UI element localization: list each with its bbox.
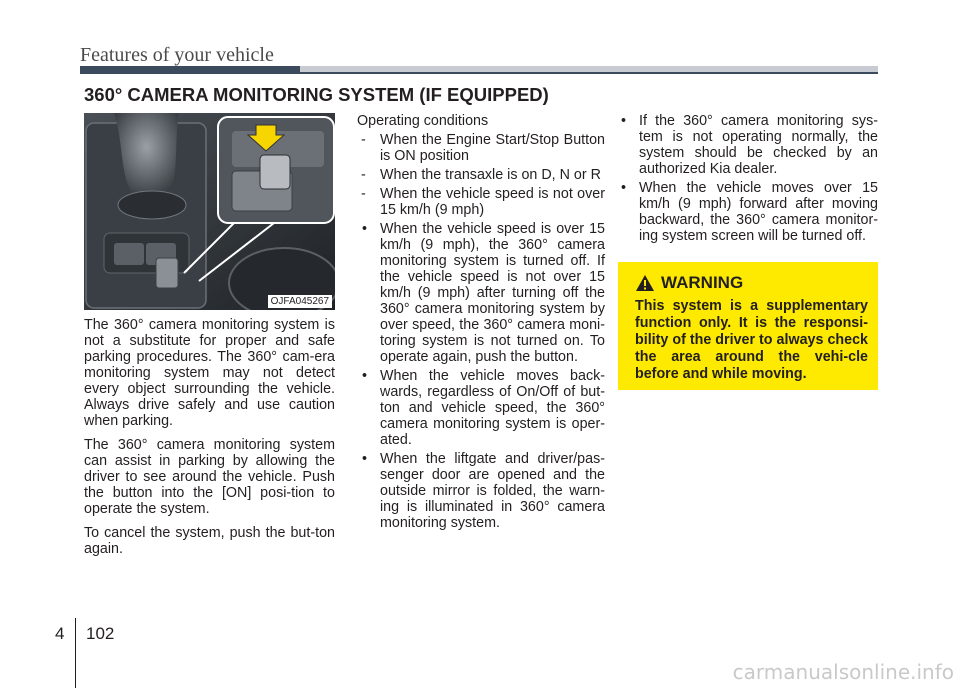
column-1 — [84, 317, 335, 565]
footer-divider — [75, 618, 76, 688]
warning-title: WARNING — [661, 273, 744, 292]
list-item: • When the vehicle moves over 15 km/h (9 mph) forward after moving backward, the 360° camera monitor-ing system screen will be turned off. — [616, 180, 878, 244]
note-list — [616, 113, 878, 244]
warning-box — [618, 262, 878, 390]
chapter-number: 4 — [55, 624, 65, 643]
column-3 — [616, 113, 878, 247]
list-item: • If the 360° camera monitoring sys-tem is not operating normally, the system should be checked by an authorized Kia dealer. — [616, 113, 878, 177]
console-illustration — [84, 113, 335, 310]
watermark: carmanualsonline.info — [732, 660, 954, 684]
figure-code: OJFA045267 — [268, 295, 332, 308]
list-item: • When the liftgate and driver/pas-senger door are opened and the outside mirror is folded, the warn-ing is illuminated in 360° camera monitoring system. — [357, 451, 605, 531]
console-button-figure — [84, 113, 335, 310]
warning-triangle-icon — [635, 274, 655, 292]
paragraph: To cancel the system, push the but-ton again. — [84, 525, 335, 557]
warning-header — [635, 272, 868, 294]
list-item: - When the Engine Start/Stop Button is ON position — [357, 132, 605, 164]
section-title: 360° CAMERA MONITORING SYSTEM (IF EQUIPPED) — [84, 84, 549, 105]
warning-body: This system is a supplementary function only. It is the responsi-bility of the driver to always check the area around the vehi-cle before and while moving. — [635, 298, 868, 382]
paragraph: The 360° camera monitoring system is not a substitute for proper and safe parking procedures. The 360° cam-era monitoring system may not detect every object surrounding the vehicle. Always drive safely and use caution when parking. — [84, 317, 335, 429]
list-item: - When the transaxle is on D, N or R — [357, 167, 605, 183]
header-title: Features of your vehicle — [80, 44, 274, 66]
list-item: - When the vehicle speed is not over 15 km/h (9 mph) — [357, 186, 605, 218]
page-number: 102 — [86, 624, 115, 643]
operating-conditions-heading: Operating conditions — [357, 113, 489, 129]
column-2 — [357, 113, 605, 534]
paragraph: The 360° camera monitoring system can assist in parking by allowing the driver to see around the vehicle. Push the button into the [ON] posi-tion to operate the system. — [84, 437, 335, 517]
header-bar — [80, 66, 878, 74]
list-item: • When the vehicle speed is over 15 km/h (9 mph), the 360° camera monitoring system is turned off. If the vehicle speed is not over 15 km/h (9 mph) after turning off the 360° camera monitoring system by over speed, the 360° camera moni-toring system is not turned on. To operate again, push the button. — [357, 221, 605, 365]
list-item: • When the vehicle moves back-wards, regardless of On/Off of but-ton and vehicle speed, the 360° camera monitoring system is oper-ated. — [357, 368, 605, 448]
condition-list — [357, 132, 605, 531]
